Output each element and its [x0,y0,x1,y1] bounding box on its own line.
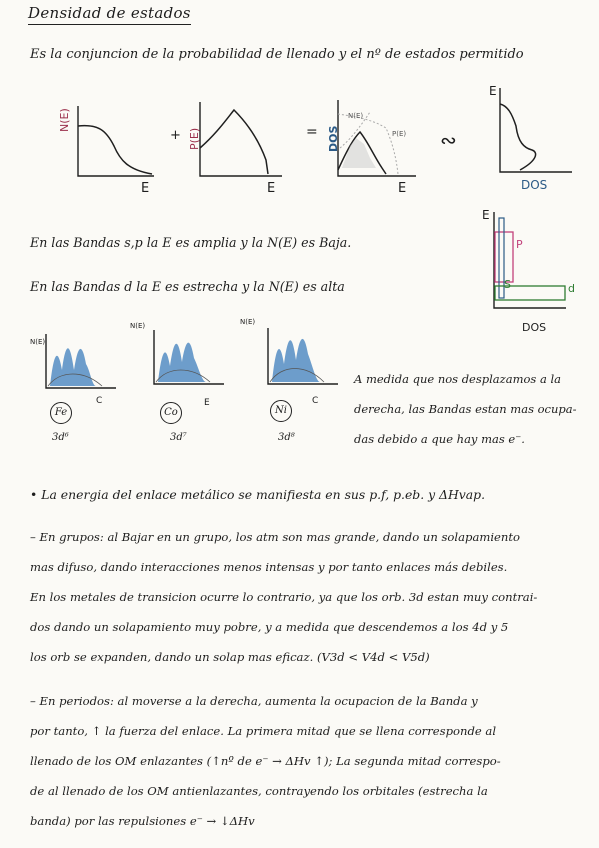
side-note-line: das debido a que hay mas e⁻. [354,432,525,446]
ni-x-label: C [312,396,319,406]
intro-text: Es la conjuncion de la probabilidad de llenado y el nº de estados permitido [30,47,524,62]
axis-e-2: E [267,181,276,196]
fe-circle [50,402,72,424]
co-axis-label: N(E) [130,322,146,330]
groups-line: mas difuso, dando interacciones menos intensas y por tanto enlaces más debiles. [30,560,508,574]
bands-line-1: En las Bandas s,p la E es amplia y la N(E) es Baja. [30,235,352,250]
periods-paragraph [30,686,590,836]
dos-label: DOS [327,125,340,152]
periods-line: de al llenado de los OM antienlazantes, contrayendo los orbitales (estrecha la [30,784,488,798]
fe-axis-label: N(E) [30,338,46,346]
page-title: Densidad de estados [28,4,191,25]
pe-label: P(E) [188,127,201,150]
groups-paragraph [30,522,590,672]
rotated-dos-graph [484,86,574,182]
band-label-p: P [516,238,523,251]
band-axis-dos: DOS [522,321,547,334]
equals-sign: = [306,124,318,140]
pe-small-label: P(E) [392,130,407,138]
side-note-line: derecha, las Bandas estan mas ocupa- [354,402,577,416]
fe-x-label: C [96,396,103,406]
axis-e-3: E [398,181,407,196]
ne-graph [58,104,158,184]
co-symbol: Co [164,407,178,418]
bullet-line: • La energia del enlace metálico se manifiesta en sus p.f, p.eb. y ΔHvap. [30,487,486,502]
bands-line-2: En las Bandas d la E es estrecha y la N(E) es alta [30,279,345,294]
ni-symbol: Ni [275,405,287,416]
co-x-label: E [204,398,210,408]
band-diagram [480,208,570,318]
axis-e-1: E [141,181,150,196]
rotated-axis-e: E [489,84,497,98]
band-label-s: S [504,278,511,291]
plus-sign: + [170,128,181,143]
rotated-axis-dos: DOS [521,178,548,192]
fe-symbol: Fe [54,407,68,418]
side-note [354,364,577,454]
band-label-d: d [568,282,575,295]
fe-dos-plot [40,330,120,396]
co-dos-plot [148,326,228,392]
ne-small-label: N(E) [348,112,364,120]
co-config: 3d⁷ [170,432,187,443]
pe-graph [186,100,286,184]
periods-line: – En periodos: al moverse a la derecha, aumenta la ocupacion de la Banda y [30,694,478,708]
periods-line: llenado de los OM enlazantes (↑nº de e⁻ → ΔHv ↑); La segunda mitad correspo- [30,754,501,768]
ne-label: N(E) [58,108,71,132]
groups-line: dos dando un solapamiento muy pobre, y a medida que descendemos a los 4d y 5 [30,620,509,634]
co-circle [160,402,182,424]
groups-line: – En grupos: al Bajar en un grupo, los atm son mas grande, dando un solapamiento [30,530,521,544]
ni-axis-label: N(E) [240,318,256,326]
periods-line: banda) por las repulsiones e⁻ → ↓ΔHv [30,814,255,828]
side-note-line: A medida que nos desplazamos a la [354,372,562,386]
ni-dos-plot [262,324,342,392]
band-axis-e: E [482,208,490,222]
approx-sign: ∾ [440,128,457,152]
fe-config: 3d⁶ [52,432,69,443]
periods-line: por tanto, ↑ la fuerza del enlace. La primera mitad que se llena corresponde al [30,724,497,738]
groups-line: los orb se expanden, dando un solap mas eficaz. (V3d < V4d < V5d) [30,650,430,664]
ni-circle [270,400,292,422]
groups-line: En los metales de transicion ocurre lo contrario, ya que los orb. 3d estan muy contrai- [30,590,538,604]
ni-config: 3d⁸ [278,432,295,443]
